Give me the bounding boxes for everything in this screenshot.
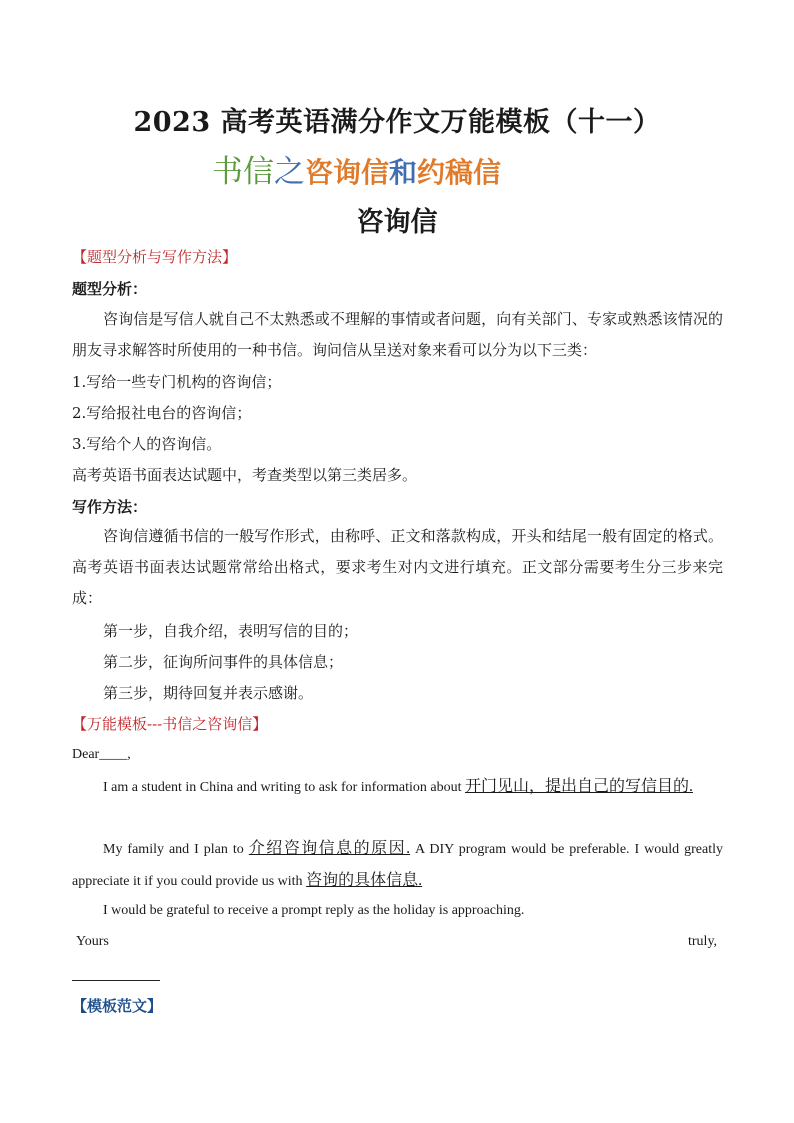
subtitle-part-and: 和 [389, 156, 418, 189]
writing-method-label: 写作方法： [72, 498, 148, 516]
template-header: 【万能模板---书信之咨询信】 [72, 715, 268, 733]
template-p1-english: I am a student in China and writing to ask for information about [103, 780, 465, 795]
step-1: 第一步，自我介绍，表明写信的目的； [103, 622, 359, 640]
template-p2-english-b: A DIY program would be preferable. I would greatly appreciate it if you could provide us with [72, 842, 723, 889]
type-analysis-label: 题型分析： [72, 280, 148, 298]
template-p2-english-a: My family and I plan to [103, 842, 249, 857]
signature-line [72, 980, 160, 981]
template-paragraph-3: I would be grateful to receive a prompt reply as the holiday is approaching. [103, 903, 525, 918]
step-3: 第三步，期待回复并表示感谢。 [103, 684, 314, 702]
template-p1-chinese: 开门见山，提出自己的写信目的. [464, 778, 693, 795]
subtitle-part-inquiry: 咨询信 [305, 156, 390, 189]
type-summary: 高考英语书面表达试题中，考查类型以第三类居多。 [72, 466, 418, 484]
writing-method-paragraph: 咨询信遵循书信的一般写作形式，由称呼、正文和落款构成，开头和结尾一般有固定的格式。高考英语书面表达试题常常给出格式，要求考生对内文进行填充。正文部分需要考生分三步来完成： [72, 527, 723, 607]
step-2: 第二步，征询所问事件的具体信息； [103, 653, 344, 671]
type-list-item-1: 1.写给一些专门机构的咨询信； [72, 373, 282, 391]
analysis-header: 【题型分析与写作方法】 [72, 248, 238, 266]
template-p2-chinese-b: 咨询的具体信息. [306, 872, 423, 889]
type-analysis-paragraph: 咨询信是写信人就自己不太熟悉或不理解的事情或者问题，向有关部门、专家或熟悉该情况的朋友寻求解答时所使用的一种书信。询问信从呈送对象来看可以分为以下三类： [72, 310, 723, 359]
subtitle-part-letters: 书信 [212, 154, 274, 190]
template-paragraph-1 [72, 771, 723, 803]
template-closing-truly: truly, [688, 934, 718, 949]
template-paragraph-2 [72, 833, 723, 897]
section-title: 咨询信 [356, 207, 438, 238]
subtitle-part-of: 之 [274, 154, 305, 190]
type-list-item-2: 2.写给报社电台的咨询信； [72, 404, 252, 422]
template-salutation: Dear____, [72, 747, 131, 762]
page-subtitle [212, 146, 501, 191]
type-list-item-3: 3.写给个人的咨询信。 [72, 435, 222, 453]
subtitle-part-contribution: 约稿信 [417, 156, 502, 189]
template-p2-chinese-a: 介绍咨询信息的原因. [248, 840, 411, 857]
page-title: 2023 高考英语满分作文万能模板（十一） [133, 107, 661, 138]
sample-header: 【模板范文】 [72, 997, 163, 1015]
template-closing-yours: Yours [76, 934, 109, 949]
